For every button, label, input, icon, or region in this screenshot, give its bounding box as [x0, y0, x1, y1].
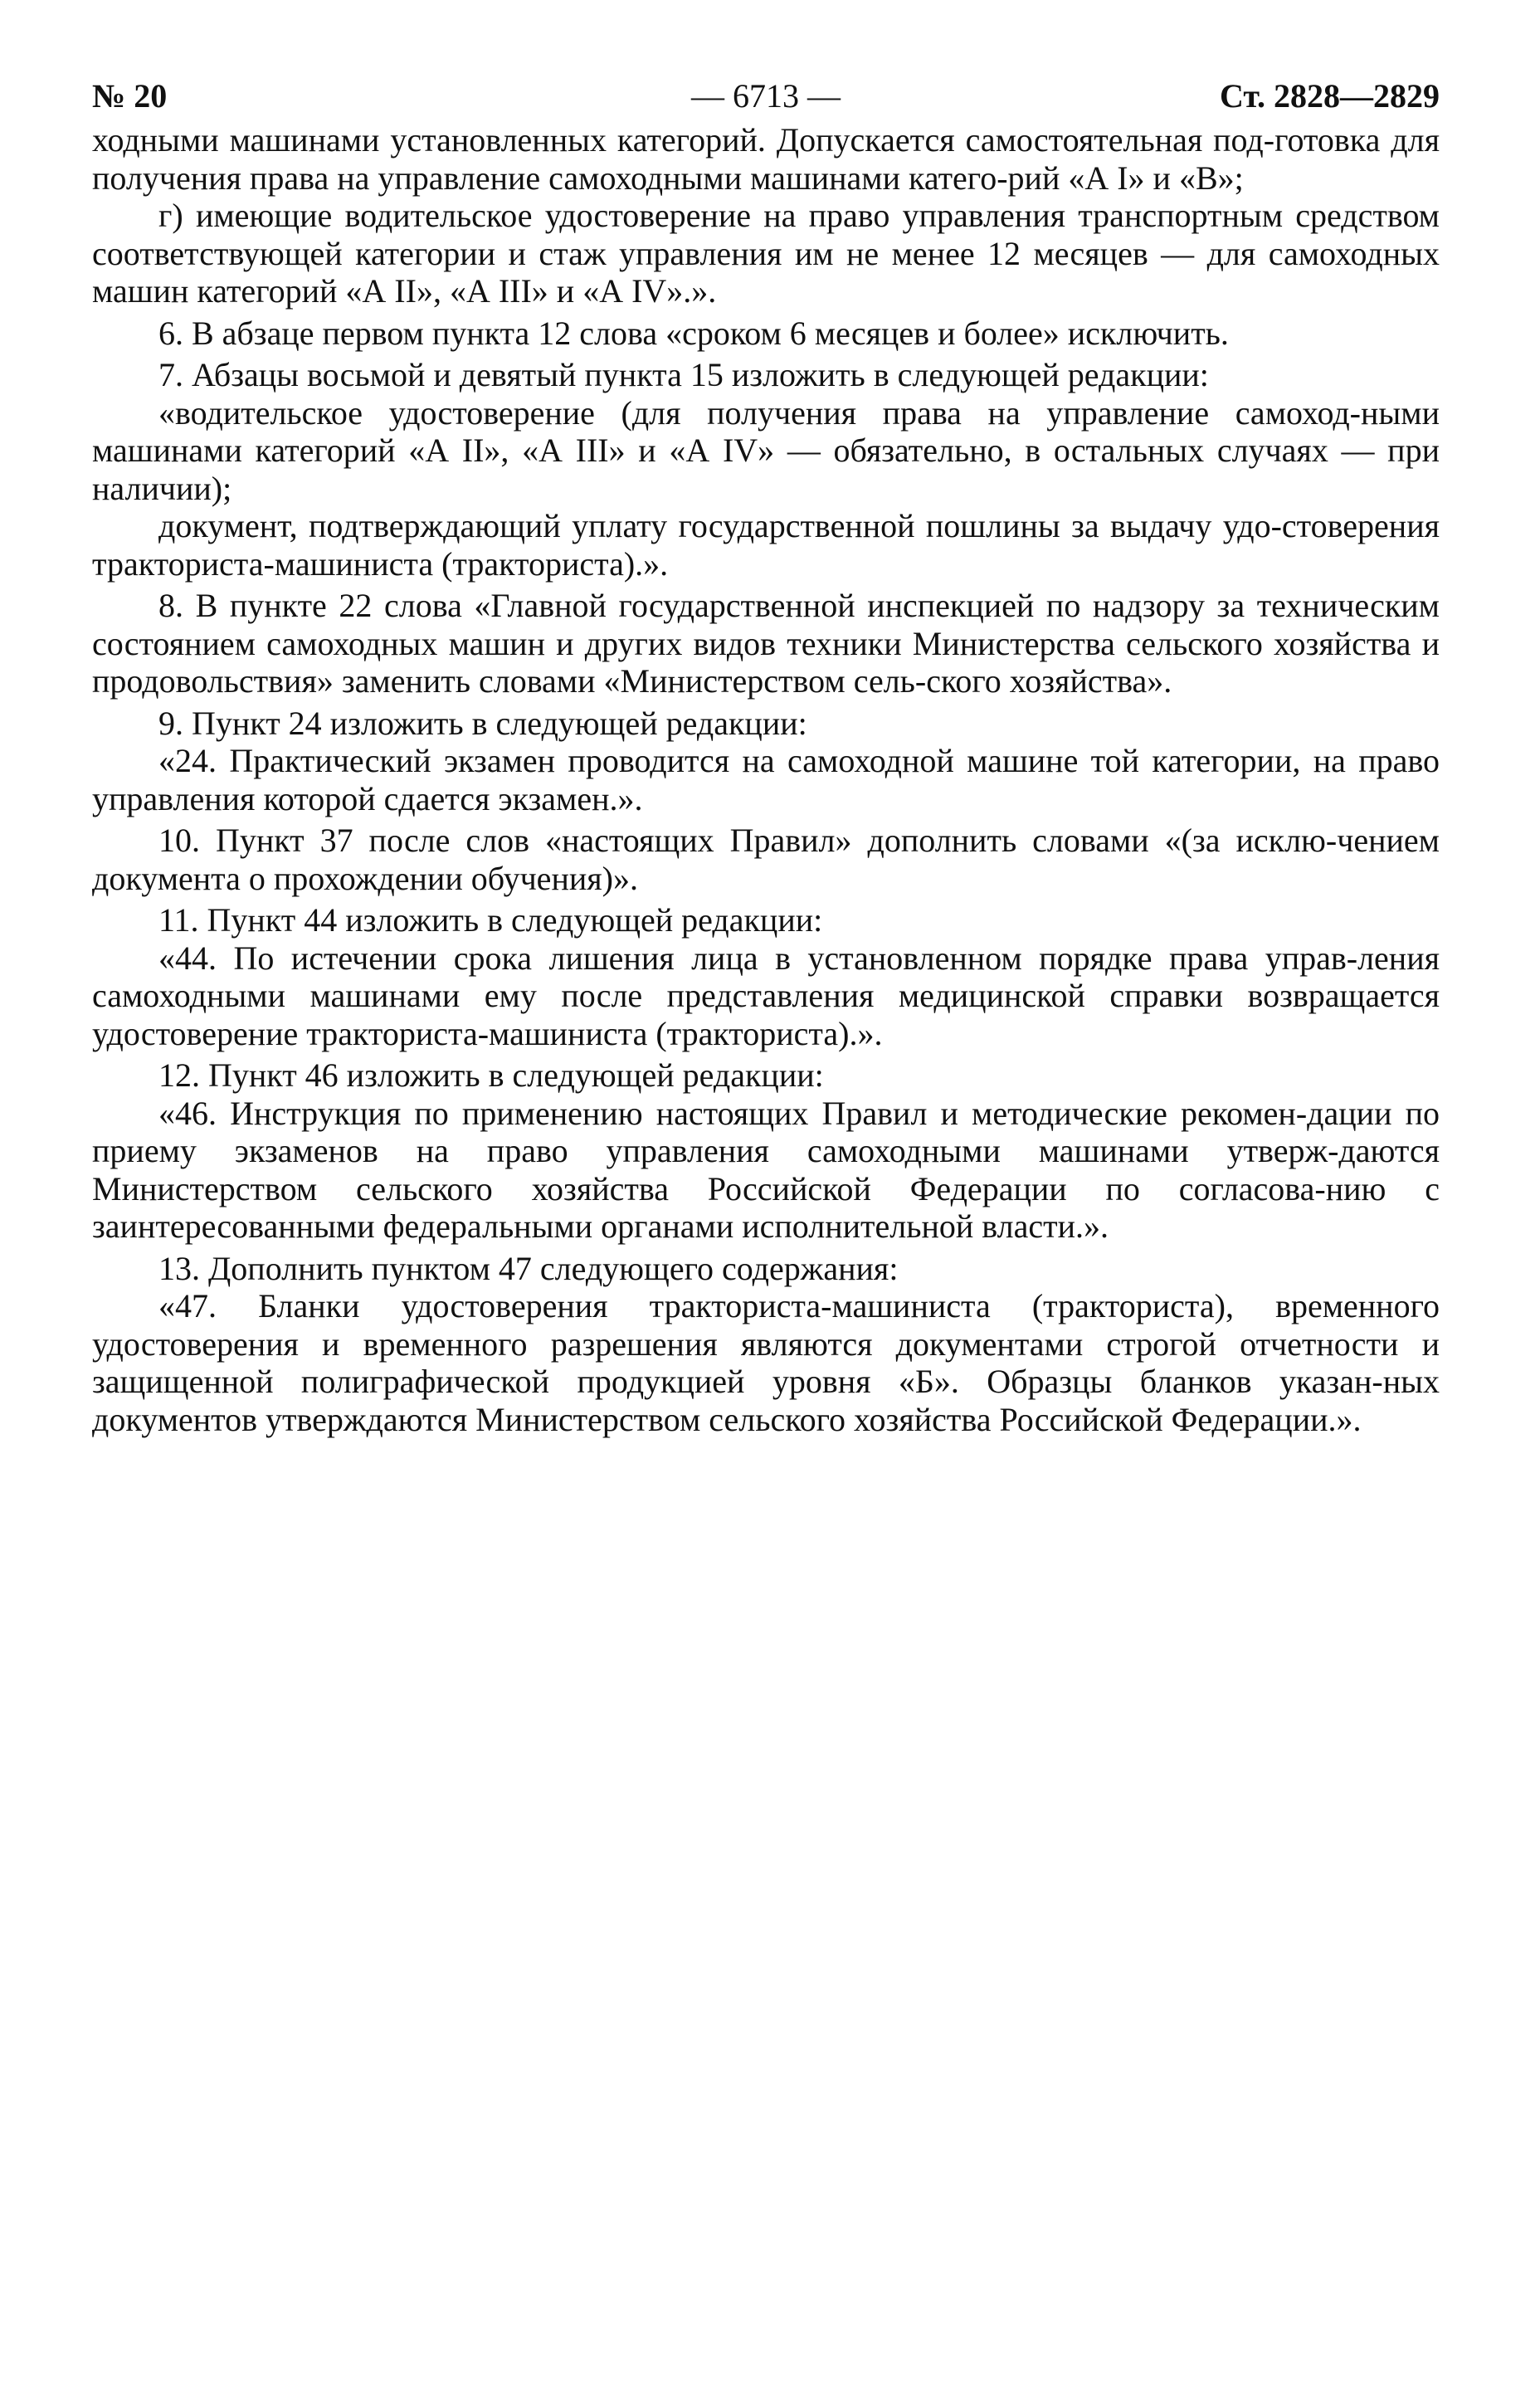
paragraph-10: 10. Пункт 37 после слов «настоящих Правил» дополнить словами «(за исклю-чением документа о прохождении обучения)».	[92, 822, 1440, 897]
paragraph-13: 13. Дополнить пунктом 47 следующего содержания:	[158, 1249, 899, 1287]
paragraph-7-quote-1: «водительское удостоверение (для получения права на управление самоход-ными машинами категорий «А II», «А III» и «А IV» — обязательно, в остальных случаях — при наличии);	[92, 393, 1440, 507]
page-header	[92, 73, 1440, 120]
paragraph-7-quote-2: документ, подтверждающий уплату государственной пошлины за выдачу удо-стоверения тракториста-машиниста (тракториста).».	[92, 507, 1440, 583]
paragraph-13-quote: «47. Бланки удостоверения тракториста-машиниста (тракториста), временного удостоверения и временного разрешения являются документами строгой отчетности и защищенной полиграфической продукцией уровня «Б». Образцы бланков указан-ных документов утверждаются Министерством сельского хозяйства Российской Федерации.».	[92, 1287, 1440, 1438]
paragraph-6: 6. В абзаце первом пункта 12 слова «сроком 6 месяцев и более» исключить.	[158, 314, 1229, 352]
document-body	[92, 121, 1440, 1438]
paragraph-12-quote: «46. Инструкция по применению настоящих Правил и методические рекомен-дации по приему экзаменов на право управления самоходными машинами утверж-даются Министерством сельского хозяйства Российской Федерации по согласова-нию с заинтересованными федеральными органами исполнительной власти.».	[92, 1094, 1440, 1245]
paragraph-9: 9. Пункт 24 изложить в следующей редакции:	[158, 704, 807, 742]
paragraph-continuation: ходными машинами установленных категорий. Допускается самостоятельная под-готовка для получения права на управление самоходными машинами катего-рий «А I» и «В»;	[92, 121, 1440, 197]
article-range: Ст. 2828—2829	[1220, 77, 1440, 115]
paragraph-11: 11. Пункт 44 изложить в следующей редакции:	[158, 901, 823, 939]
document-page	[92, 73, 1440, 1438]
paragraph-7: 7. Абзацы восьмой и девятый пункта 15 изложить в следующей редакции:	[158, 356, 1209, 393]
paragraph-item-g: г) имеющие водительское удостоверение на право управления транспортным средством соответствующей категории и стаж управления им не менее 12 месяцев — для самоходных машин категорий «А II», «А III» и «А IV».».	[92, 197, 1440, 310]
paragraph-11-quote: «44. По истечении срока лишения лица в установленном порядке права управ-ления самоходными машинами ему после представления медицинской справки возвращается удостоверение тракториста-машиниста (тракториста).».	[92, 939, 1440, 1052]
paragraph-9-quote: «24. Практический экзамен проводится на самоходной машине той категории, на право управления которой сдается экзамен.».	[92, 742, 1440, 817]
page-number: — 6713 —	[691, 77, 841, 115]
paragraph-12: 12. Пункт 46 изложить в следующей редакции:	[158, 1056, 824, 1094]
paragraph-8: 8. В пункте 22 слова «Главной государственной инспекцией по надзору за техническим состоянием самоходных машин и других видов техники Министерства сельского хозяйства и продовольствия» заменить словами «Министерством сель-ского хозяйства».	[92, 587, 1440, 700]
issue-number: № 20	[92, 77, 168, 115]
